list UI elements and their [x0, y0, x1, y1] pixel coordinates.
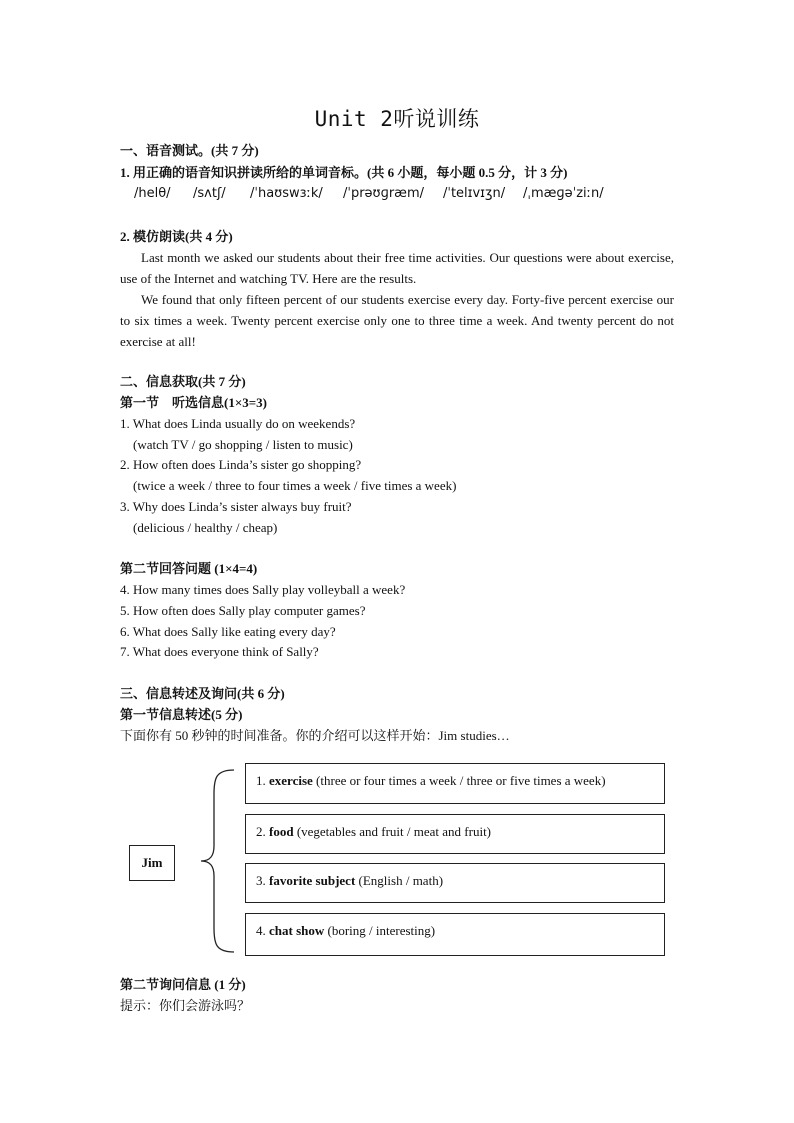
jim-center-box: Jim: [129, 845, 175, 881]
q2-heading: 2. 模仿朗读(共 4 分): [120, 229, 233, 244]
q1-heading: 1. 用正确的语音知识拼读所给的单词音标。(共 6 小题，每小题 0.5 分，计 3 分): [120, 165, 568, 180]
info-box-2-detail: (vegetables and fruit / meat and fruit): [296, 824, 492, 839]
question-3: 3. Why does Linda’s sister always buy fruit?: [120, 499, 352, 514]
reading-paragraph-1: Last month we asked our students about their free time activities. Our questions were about exercise, use of the Internet and watching TV. Here are the results.: [120, 250, 674, 286]
info-box-1-detail: (three or four times a week / three or five times a week): [316, 773, 606, 788]
info-box-3-detail: (English / math): [358, 873, 444, 888]
info-box-1-key: exercise: [269, 773, 313, 788]
curly-brace: [198, 768, 238, 954]
info-box-2-key: food: [269, 824, 294, 839]
info-box-chat-show: [245, 913, 665, 956]
question-1-options: (watch TV / go shopping / listen to music): [133, 437, 353, 452]
page-title: Unit 2听说训练: [314, 107, 480, 131]
phonetic-2: /sʌtʃ/: [193, 186, 226, 201]
question-2: 2. How often does Linda’s sister go shopping?: [120, 457, 362, 472]
section2-part2-heading: 第二节回答问题 (1×4=4): [120, 561, 258, 576]
info-box-4-key: chat show: [269, 923, 325, 938]
info-box-food: [245, 814, 665, 854]
section3-intro: 下面你有 50 秒钟的时间准备。你的介绍可以这样开始：Jim studies…: [120, 728, 510, 743]
question-1: 1. What does Linda usually do on weekends?: [120, 416, 356, 431]
info-box-2-num: 2.: [256, 824, 266, 839]
section3-part2-heading: 第二节询问信息 (1 分): [120, 977, 246, 992]
info-box-1-num: 1.: [256, 773, 266, 788]
section2-part1-heading: 第一节 听选信息(1×3=3): [120, 395, 267, 410]
reading-paragraph-2: We found that only fifteen percent of our students exercise every day. Forty-five percent exercise our to six times a week. Twenty percent exercise only one to three time a week. And twenty percent do not exercise at all!: [120, 292, 674, 349]
phonetic-3: /ˈhaʊswɜːk/: [250, 186, 323, 201]
question-2-options: (twice a week / three to four times a week / five times a week): [133, 478, 457, 493]
info-box-4-detail: (boring / interesting): [327, 923, 436, 938]
question-7: 7. What does everyone think of Sally?: [120, 644, 319, 659]
info-box-exercise: [245, 763, 665, 804]
question-6: 6. What does Sally like eating every day?: [120, 624, 336, 639]
section3-heading: 三、信息转述及询问(共 6 分): [120, 686, 285, 701]
section3-part1-heading: 第一节信息转述(5 分): [120, 707, 243, 722]
phonetic-4: /ˈprəʊɡræm/: [343, 186, 424, 201]
section3-hint: 提示：你们会游泳吗？: [120, 998, 251, 1013]
phonetic-6: /ˌmæɡəˈziːn/: [523, 186, 604, 201]
question-4: 4. How many times does Sally play volleyball a week?: [120, 582, 406, 597]
phonetic-5: /ˈtelɪvɪʒn/: [443, 186, 506, 201]
info-box-3-key: favorite subject: [269, 873, 356, 888]
question-3-options: (delicious / healthy / cheap): [133, 520, 278, 535]
info-box-3-num: 3.: [256, 873, 266, 888]
section1-heading: 一、语音测试。(共 7 分): [120, 143, 259, 158]
info-box-favorite-subject: [245, 863, 665, 903]
question-5: 5. How often does Sally play computer games?: [120, 603, 366, 618]
phonetic-1: /helθ/: [134, 186, 171, 201]
info-box-4-num: 4.: [256, 923, 266, 938]
section2-heading: 二、信息获取(共 7 分): [120, 374, 246, 389]
